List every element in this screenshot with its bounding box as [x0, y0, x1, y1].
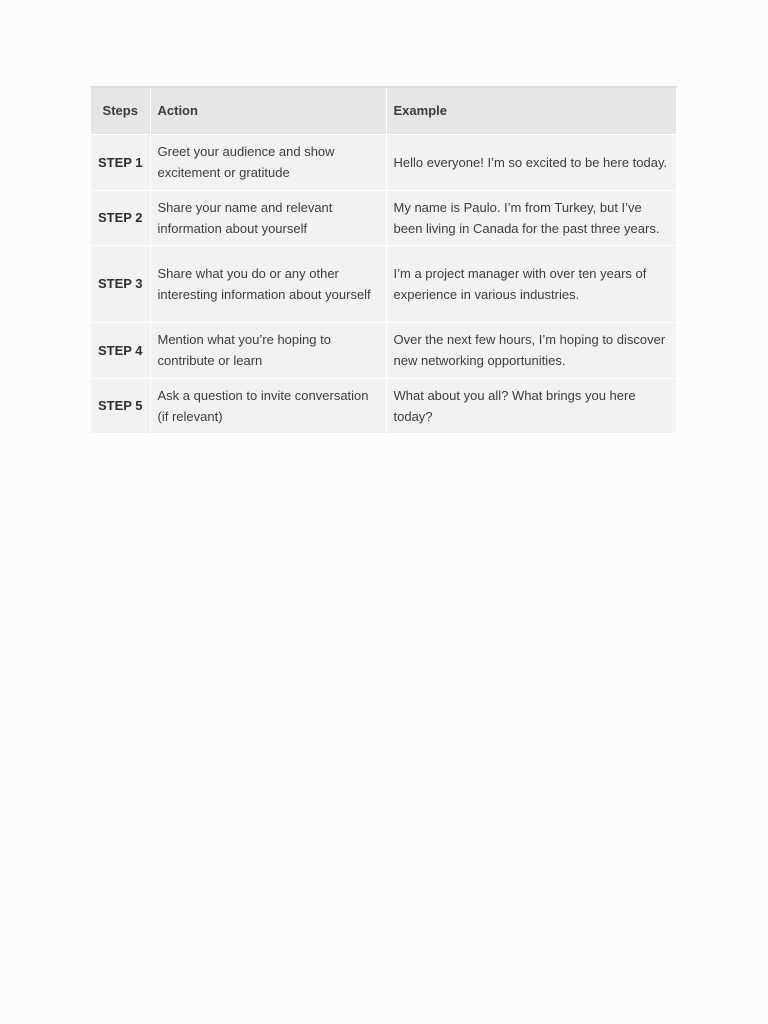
table-body: [91, 134, 676, 433]
action-cell: Ask a question to invite conversation (if relevant): [150, 378, 386, 433]
example-cell: Over the next few hours, I’m hoping to discover new networking opportunities.: [386, 322, 676, 378]
steps-table: [91, 88, 677, 434]
steps-table-container: [91, 86, 677, 434]
action-cell: Share your name and relevant information about yourself: [150, 190, 386, 245]
step-label: STEP 2: [91, 190, 150, 245]
example-cell: What about you all? What brings you here today?: [386, 378, 676, 433]
header-action: Action: [150, 88, 386, 134]
table-header-row: [91, 88, 676, 134]
step-label: STEP 3: [91, 245, 150, 322]
example-cell: Hello everyone! I’m so excited to be here today.: [386, 134, 676, 190]
table-row: [91, 378, 676, 433]
action-cell: Mention what you’re hoping to contribute or learn: [150, 322, 386, 378]
table-row: [91, 245, 676, 322]
step-label: STEP 5: [91, 378, 150, 433]
header-example: Example: [386, 88, 676, 134]
step-label: STEP 1: [91, 134, 150, 190]
table-row: [91, 322, 676, 378]
table-row: [91, 190, 676, 245]
action-cell: Share what you do or any other interesting information about yourself: [150, 245, 386, 322]
step-label: STEP 4: [91, 322, 150, 378]
example-cell: My name is Paulo. I’m from Turkey, but I’ve been living in Canada for the past three years.: [386, 190, 676, 245]
table-row: [91, 134, 676, 190]
table-header: [91, 88, 676, 134]
example-cell: I’m a project manager with over ten years of experience in various industries.: [386, 245, 676, 322]
action-cell: Greet your audience and show excitement or gratitude: [150, 134, 386, 190]
header-steps: Steps: [91, 88, 150, 134]
